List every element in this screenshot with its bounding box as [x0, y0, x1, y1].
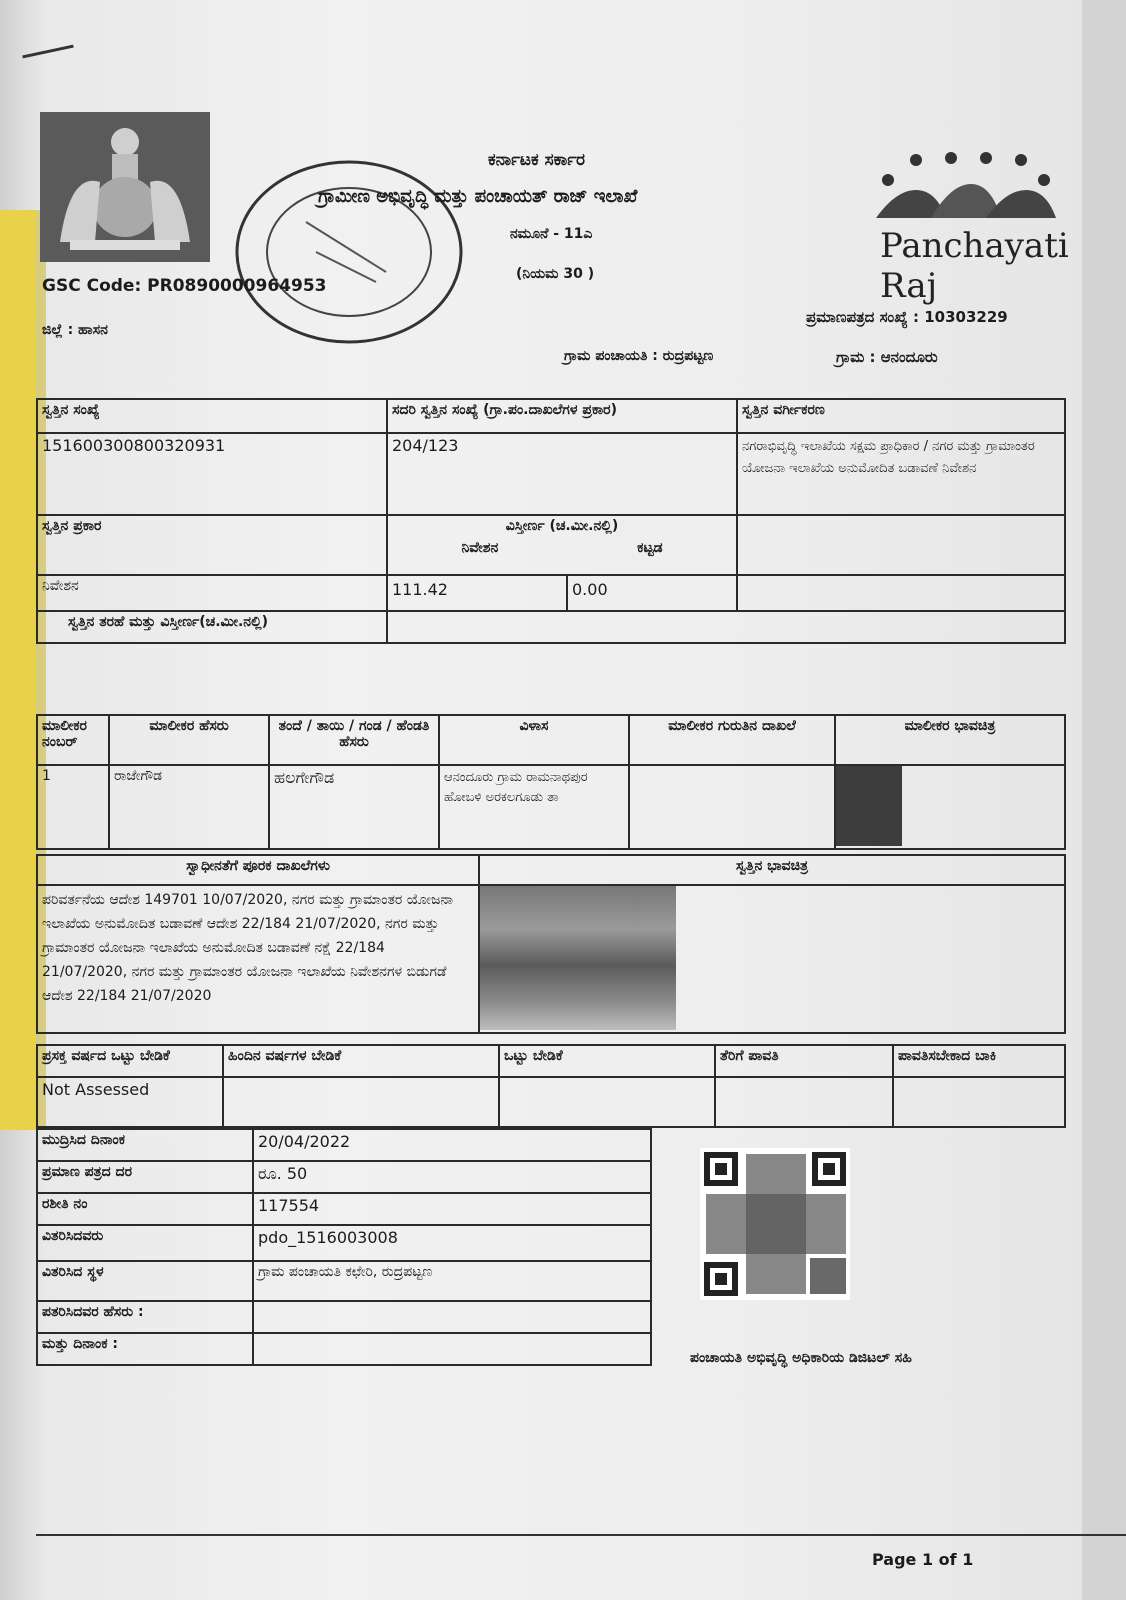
property-id-label: ಸ್ವತ್ತಿನ ಸಂಖ್ಯೆ	[37, 399, 387, 433]
table-row	[37, 1301, 651, 1333]
area-label: ವಿಸ್ತೀರ್ಣ (ಚ.ಮೀ.ನಲ್ಲಿ)	[505, 518, 619, 534]
local-id-value: 204/123	[387, 433, 737, 515]
classification-label: ಸ್ವತ್ತಿನ ವರ್ಗೀಕರಣ	[737, 399, 1065, 433]
site-label: ನಿವೇಶನ	[461, 540, 499, 556]
meta-label: ಪ್ರಮಾಣ ಪತ್ರದ ದರ	[37, 1161, 253, 1193]
digital-signature-label: ಪಂಚಾಯತಿ ಅಭಿವೃದ್ಧಿ ಅಧಿಕಾರಿಯ ಡಿಜಿಟಲ್ ಸಹಿ	[690, 1350, 912, 1366]
table-row	[37, 1225, 651, 1261]
relation-header: ತಂದೆ / ತಾಯಿ / ಗಂಡ / ಹೆಂಡತಿ ಹೆಸರು	[269, 715, 439, 765]
tax-header-balance: ಪಾವತಿಸಬೇಕಾದ ಬಾಕಿ	[893, 1045, 1065, 1077]
page-number: Page 1 of 1	[872, 1550, 974, 1569]
building-area-value: 0.00	[572, 580, 608, 599]
certificate-number: ಪ್ರಮಾಣಪತ್ರದ ಸಂಖ್ಯೆ : 10303229	[806, 308, 1008, 326]
table-row	[37, 1193, 651, 1225]
meta-value: ರೂ. 50	[253, 1161, 651, 1193]
meta-label: ವಿತರಿಸಿದ ಸ್ಥಳ	[37, 1261, 253, 1301]
owner-photo-header: ಮಾಲೀಕರ ಭಾವಚಿತ್ರ	[835, 715, 1065, 765]
footer-divider	[36, 1534, 1126, 1536]
dept-title: ಗ್ರಾಮೀಣ ಅಭಿವೃದ್ಧಿ ಮತ್ತು ಪಂಚಾಯತ್ ರಾಜ್ ಇಲಾಖೆ	[318, 186, 638, 207]
qr-code-icon	[700, 1148, 850, 1300]
meta-label: ಮುದ್ರಿಸಿದ ದಿನಾಂಕ	[37, 1129, 253, 1161]
owner-photo	[836, 766, 902, 846]
meta-value: 117554	[253, 1193, 651, 1225]
gram-panchayat: ಗ್ರಾಮ ಪಂಚಾಯತಿ : ರುದ್ರಪಟ್ಟಣ	[564, 348, 714, 364]
blank-cell	[737, 575, 1065, 611]
meta-value	[253, 1333, 651, 1365]
tax-previous	[223, 1077, 499, 1127]
meta-table	[36, 1128, 652, 1366]
pen-mark	[22, 45, 73, 59]
rule-number: (ನಿಯಮ 30 )	[516, 266, 595, 282]
panchayati-raj-logo-icon	[876, 150, 1056, 220]
possession-label: ಸ್ವಾಧೀನತೆಗೆ ಪೂರಕ ದಾಖಲೆಗಳು	[37, 855, 479, 885]
form-number: ನಮೂನೆ - 11ಎ	[510, 226, 593, 242]
tax-header-previous: ಹಿಂದಿನ ವರ್ಷಗಳ ಬೇಡಿಕೆ	[223, 1045, 499, 1077]
classification-value: ನಗರಾಭಿವೃದ್ಧಿ ಇಲಾಖೆಯ ಸಕ್ಷಮ ಪ್ರಾಧಿಕಾರ / ನಗರ ಮತ್ತು ಗ್ರಾಮಾಂತರ ಯೋಜನಾ ಇಲಾಖೆಯ ಅನುಮೋದಿತ ಬಡಾವಣೆ ನಿವೇಶನ	[737, 433, 1065, 515]
tax-total	[499, 1077, 715, 1127]
official-seal-icon	[226, 152, 472, 352]
property-type-value: ನಿವೇಶನ	[37, 575, 387, 611]
area-header	[387, 515, 737, 575]
local-id-label: ಸದರಿ ಸ್ವತ್ತಿನ ಸಂಖ್ಯೆ (ಗ್ರಾ.ಪಂ.ದಾಖಲೆಗಳ ಪ್ರಕಾರ)	[387, 399, 737, 433]
property-photo-cell	[479, 885, 1065, 1033]
karnataka-emblem-icon	[40, 112, 210, 262]
yellow-binder-strip	[0, 210, 36, 1130]
village: ಗ್ರಾಮ : ಆನಂದೂರು	[836, 348, 938, 366]
property-id-value: 15160030080032093​1	[37, 433, 387, 515]
meta-label: ಪತರಿಸಿದವರ ಹೆಸರು :	[37, 1301, 253, 1333]
tax-current: Not Assessed	[37, 1077, 223, 1127]
owner-id-doc	[629, 765, 835, 849]
tax-header-paid: ತೆರಿಗೆ ಪಾವತಿ	[715, 1045, 893, 1077]
tax-header-total: ಒಟ್ಟು ಬೇಡಿಕೆ	[499, 1045, 715, 1077]
meta-value: 20/04/2022	[253, 1129, 651, 1161]
site-area-value: 111.42	[388, 576, 568, 610]
owner-no: 1	[37, 765, 109, 849]
meta-label: ಮತ್ತು ದಿನಾಂಕ :	[37, 1333, 253, 1365]
meta-value: ಗ್ರಾಮ ಪಂಚಾಯತಿ ಕಛೇರಿ, ರುದ್ರಪಟ್ಟಣ	[253, 1261, 651, 1301]
panchayati-raj-text: Panchayati Raj	[880, 226, 1069, 306]
kind-area-label: ಸ್ವತ್ತಿನ ತರಹೆ ಮತ್ತು ವಿಸ್ತೀರ್ಣ(ಚ.ಮೀ.ನಲ್ಲಿ)	[37, 611, 387, 643]
owner-table	[36, 714, 1066, 850]
tax-balance	[893, 1077, 1065, 1127]
kind-area-value	[387, 611, 1065, 643]
area-values	[387, 575, 737, 611]
table-row	[37, 1261, 651, 1301]
owner-relation: ಹಲಗೇಗೌಡ	[269, 765, 439, 849]
possession-table	[36, 854, 1066, 1034]
tax-paid	[715, 1077, 893, 1127]
owner-no-header: ಮಾಲೀಕರ ನಂಬರ್	[37, 715, 109, 765]
owner-name-header: ಮಾಲೀಕರ ಹೆಸರು	[109, 715, 269, 765]
meta-label: ವಿತರಿಸಿದವರು	[37, 1225, 253, 1261]
table-row	[37, 1129, 651, 1161]
gsc-code: GSC Code: PR0890000964953	[42, 276, 327, 296]
tax-table	[36, 1044, 1066, 1128]
table-row	[37, 1333, 651, 1365]
possession-documents: ಪರಿವರ್ತನೆಯ ಆದೇಶ 149701 10/07/2020, ನಗರ ಮತ್ತು ಗ್ರಾಮಾಂತರ ಯೋಜನಾ ಇಲಾಖೆಯ ಅನುಮೋದಿತ ಬಡಾವಣೆ ಆದೇಶ 22/184 21/07/2020, ನಗರ ಮತ್ತು ಗ್ರಾಮಾಂತರ ಯೋಜನಾ ಇಲಾಖೆಯ ಅನುಮೋದಿತ ಬಡಾವಣೆ ನಕ್ಷೆ 22/184 21/07/2020, ನಗರ ಮತ್ತು ಗ್ರಾಮಾಂತರ ಯೋಜನಾ ಇಲಾಖೆಯ ನಿವೇಶನಗಳ ಬಿಡುಗಡೆ ಆದೇಶ 22/184 21/07/2020	[37, 885, 479, 1033]
address-header: ವಿಳಾಸ	[439, 715, 629, 765]
meta-value	[253, 1301, 651, 1333]
property-photo-label: ಸ್ವತ್ತಿನ ಭಾವಚಿತ್ರ	[479, 855, 1065, 885]
owner-name: ರಾಜೇಗೌಡ	[109, 765, 269, 849]
govt-title: ಕರ್ನಾಟಕ ಸರ್ಕಾರ	[488, 150, 586, 170]
blank-cell	[737, 515, 1065, 575]
id-doc-header: ಮಾಲೀಕರ ಗುರುತಿನ ದಾಖಲೆ	[629, 715, 835, 765]
table-row	[37, 765, 1065, 849]
meta-label: ರಶೀತಿ ನಂ	[37, 1193, 253, 1225]
meta-value: pdo_1516003008	[253, 1225, 651, 1261]
owner-photo-cell	[835, 765, 1065, 849]
tax-header-current: ಪ್ರಸಕ್ತ ವರ್ಷದ ಒಟ್ಟು ಬೇಡಿಕೆ	[37, 1045, 223, 1077]
building-label: ಕಟ್ಟಡ	[637, 540, 663, 556]
property-type-label: ಸ್ವತ್ತಿನ ಪ್ರಕಾರ	[37, 515, 387, 575]
owner-address: ಆನಂದೂರು ಗ್ರಾಮ ರಾಮನಾಥಪುರ ಹೋಬಳಿ ಅರಕಲಗೂಡು ತಾ	[439, 765, 629, 849]
table-row	[37, 1161, 651, 1193]
property-table	[36, 398, 1066, 644]
district: ಜಿಲ್ಲೆ : ಹಾಸನ	[42, 322, 108, 338]
property-photo	[480, 886, 676, 1030]
